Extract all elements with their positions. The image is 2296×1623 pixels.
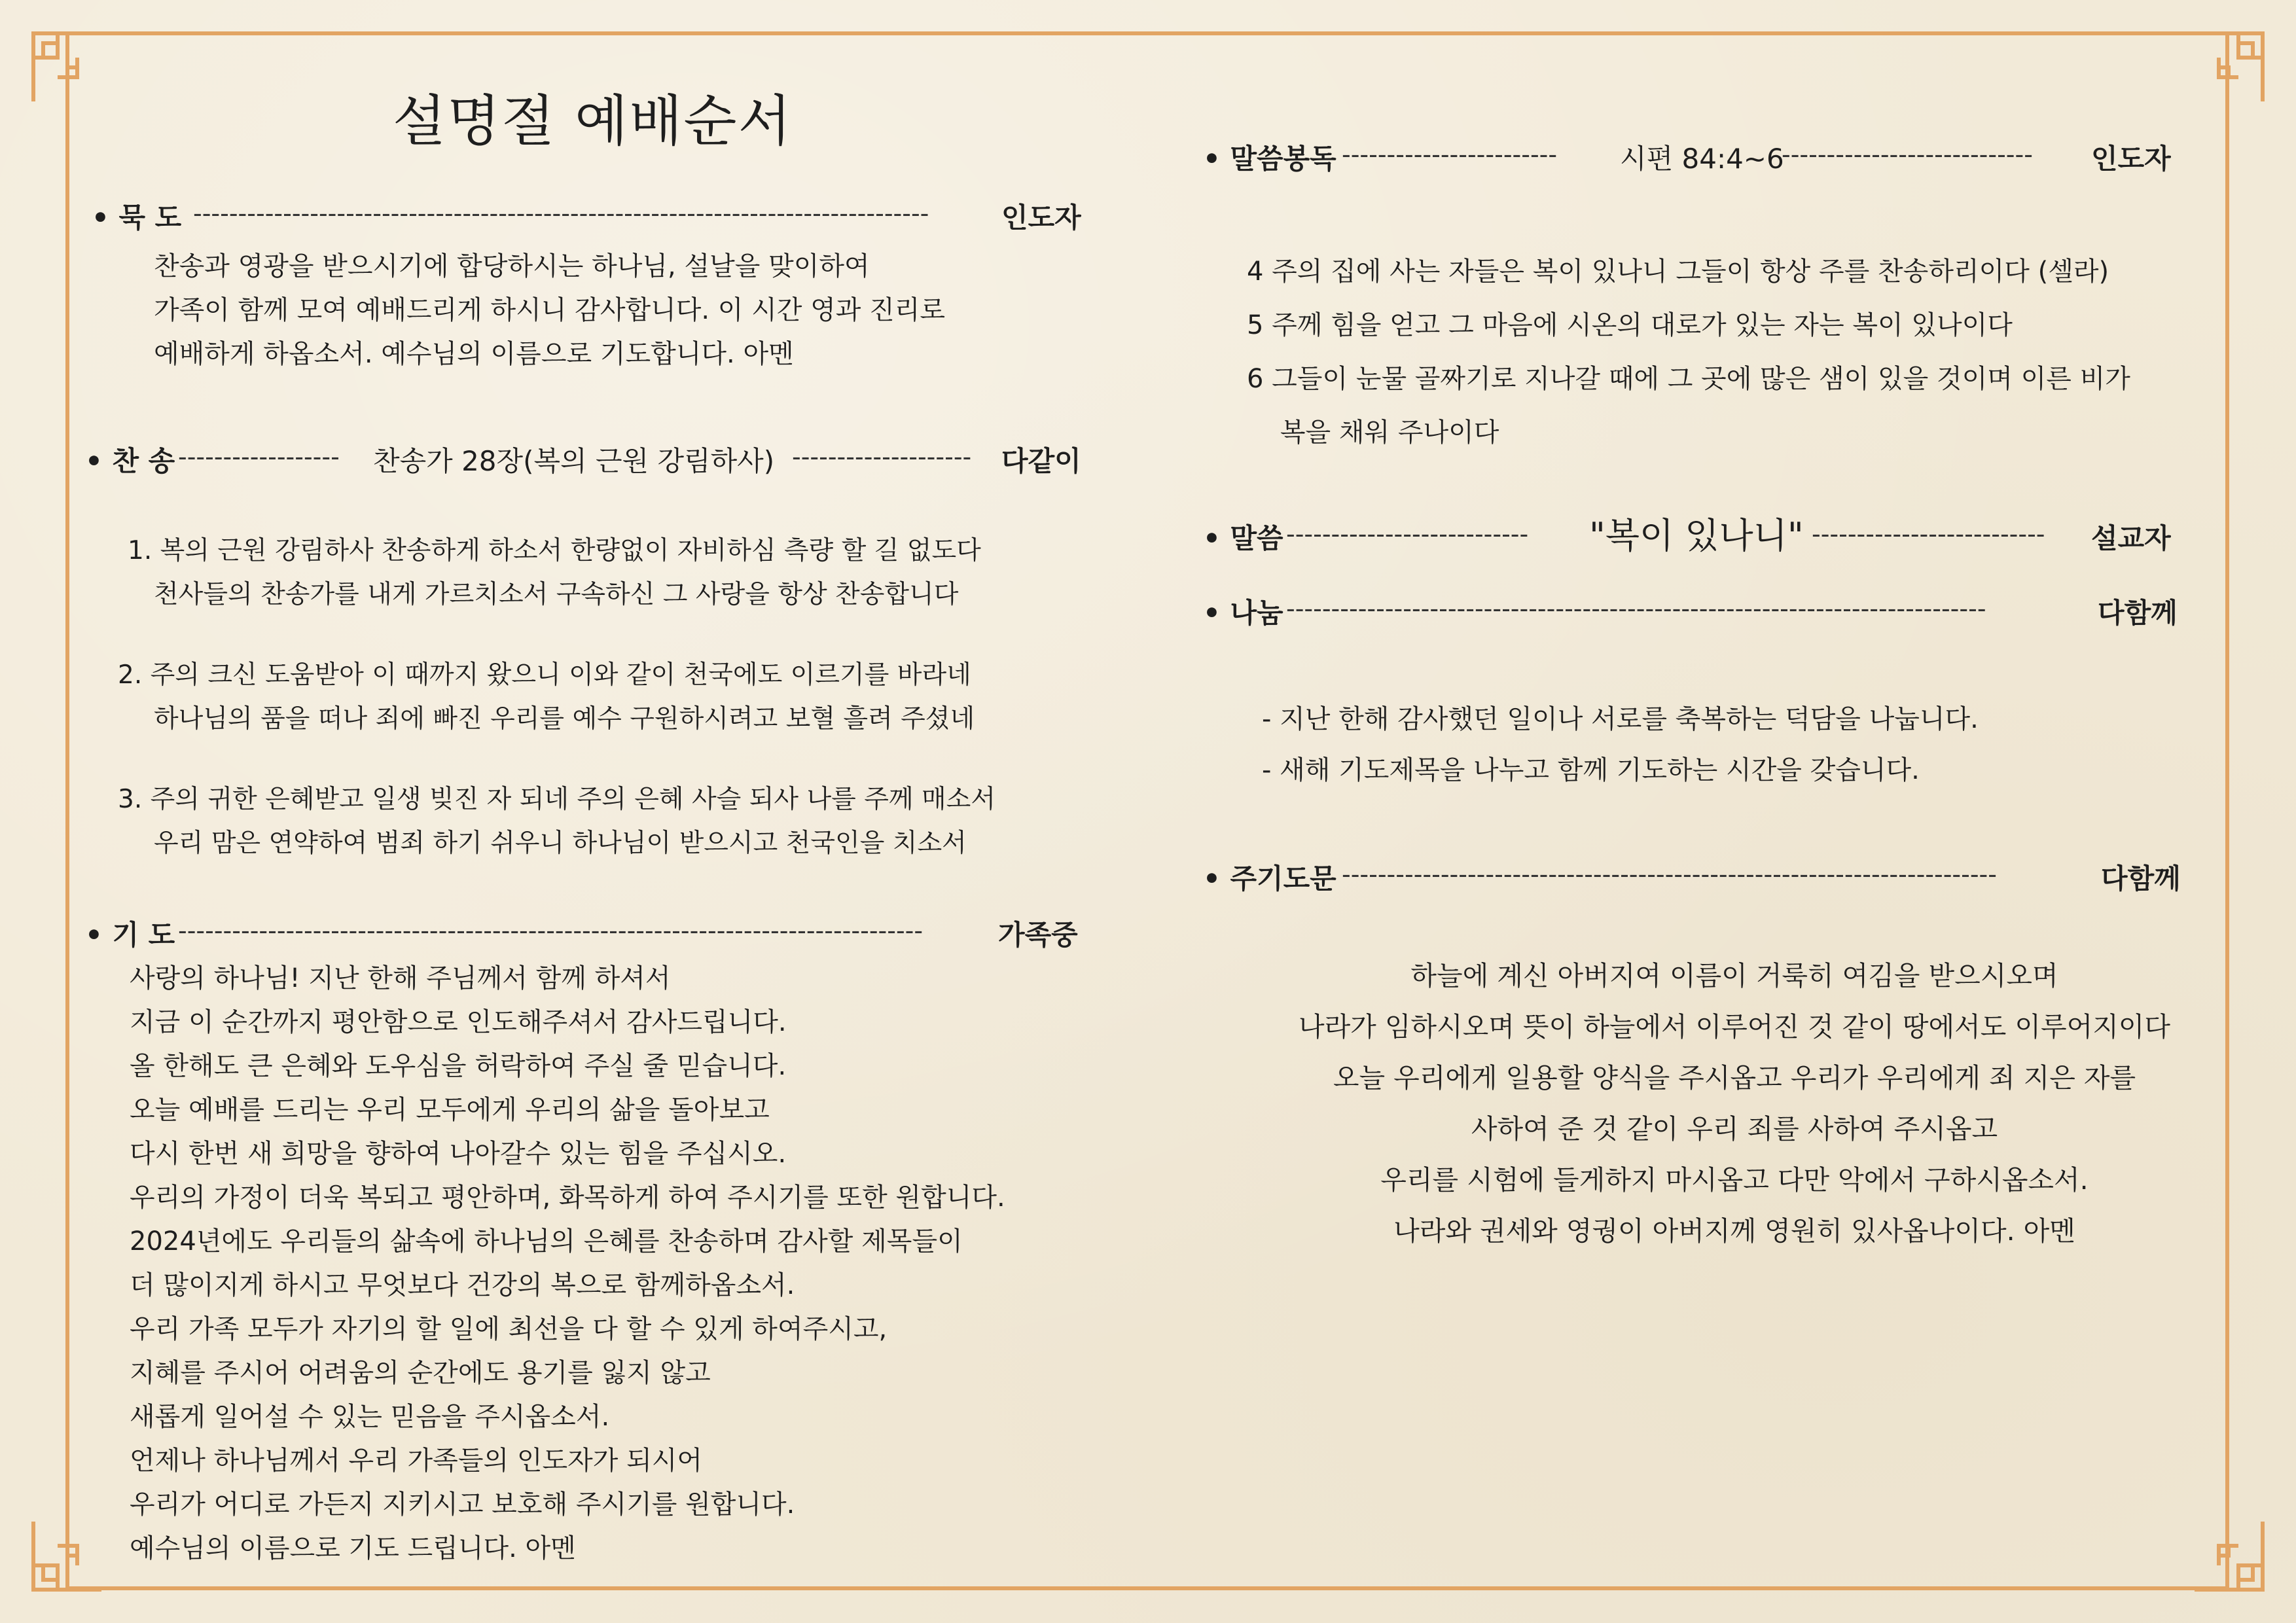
prayer-dashes: ----------------------------------------------------------------------------------- — [178, 916, 924, 945]
prayer-line: 더 많이지게 하시고 무엇보다 건강의 복으로 함께하옵소서. — [130, 1270, 795, 1300]
sermon-dashes-right: -------------------------- — [1812, 520, 2045, 548]
share-label: • 나눔 — [1203, 597, 1283, 629]
hymn-title: 찬송가 28장(복의 근원 강림하사) — [373, 445, 775, 477]
prayer-line: 언제나 하나님께서 우리 가족들의 인도자가 되시어 — [130, 1446, 703, 1476]
hymn-verse-2 — [118, 653, 975, 741]
lords-prayer-role: 다함께 — [2101, 863, 2181, 895]
reading-role: 인도자 — [2091, 143, 2171, 175]
lords-prayer-dashes: ------------------------------------------------------------------------- — [1342, 860, 1997, 889]
reading-verse: 복을 채워 주나이다 — [1247, 418, 1499, 448]
mukdo-label: • 묵 도 — [92, 202, 182, 234]
lords-prayer-line: 우리를 시험에 들게하지 마시옵고 다만 악에서 구하시옵소서. — [1380, 1164, 2089, 1196]
prayer-role: 가족중 — [998, 919, 1078, 951]
lords-prayer-line: 오늘 우리에게 일용할 양식을 주시옵고 우리가 우리에게 죄 지은 자를 — [1333, 1062, 2136, 1094]
hymn-dashes-left: ------------------ — [178, 442, 340, 471]
sermon-label: • 말씀 — [1203, 522, 1283, 554]
prayer-line: 새롭게 일어설 수 있는 믿음을 주시옵소서. — [130, 1402, 610, 1432]
corner-ornament-icon — [2193, 1520, 2265, 1592]
prayer-line: 지혜를 주시어 어려움의 순간에도 용기를 잃지 않고 — [130, 1358, 711, 1388]
reading-passage: 시편 84:4~6 — [1620, 143, 1784, 175]
mukdo-dashes: ---------------------------------------------------------------------------------- — [193, 199, 929, 228]
mukdo-line: 예배하게 하옵소서. 예수님의 이름으로 기도합니다. 아멘 — [154, 339, 794, 369]
lords-prayer-text — [1230, 950, 2238, 1257]
hymn-label: • 찬 송 — [85, 445, 175, 477]
share-text — [1262, 694, 1979, 796]
corner-ornament-icon — [2193, 31, 2265, 103]
mukdo-line: 찬송과 영광을 받으시기에 합당하시는 하나님, 설날을 맞이하여 — [154, 251, 870, 281]
share-role: 다함께 — [2098, 597, 2178, 629]
lords-prayer-label: • 주기도문 — [1203, 863, 1336, 895]
prayer-line: 우리 가족 모두가 자기의 할 일에 최선을 다 할 수 있게 하여주시고, — [130, 1314, 888, 1344]
corner-ornament-icon — [31, 31, 103, 103]
prayer-line: 우리의 가정이 더욱 복되고 평안하며, 화목하게 하여 주시기를 또한 원합니다. — [130, 1183, 1005, 1213]
prayer-line: 올 한해도 큰 은혜와 도우심을 허락하여 주실 줄 믿습니다. — [130, 1051, 787, 1081]
hymn-verse-line: 하나님의 품을 떠나 죄에 빠진 우리를 예수 구원하시려고 보혈 흘려 주셨네 — [154, 704, 975, 734]
lords-prayer-line: 사하여 준 것 같이 우리 죄를 사하여 주시옵고 — [1471, 1113, 1998, 1145]
prayer-line: 다시 한번 새 희망을 향하여 나아갈수 있는 힘을 주십시오. — [130, 1139, 787, 1169]
hymn-verse-3 — [118, 777, 996, 865]
sermon-dashes-left: --------------------------- — [1286, 520, 1529, 548]
hymn-verse-1 — [128, 529, 981, 616]
reading-label: • 말씀봉독 — [1203, 143, 1336, 175]
prayer-text — [130, 957, 1005, 1571]
reading-verse: 4 주의 집에 사는 자들은 복이 있나니 그들이 항상 주를 찬송하리이다 (셀라) — [1247, 257, 2109, 287]
reading-verse: 6 그들이 눈물 골짜기로 지나갈 때에 그 곳에 많은 샘이 있을 것이며 이른 비가 — [1247, 364, 2130, 394]
mukdo-role: 인도자 — [1001, 202, 1081, 234]
share-dashes: ------------------------------------------------------------------------------ — [1286, 594, 1986, 623]
prayer-line: 예수님의 이름으로 기도 드립니다. 아멘 — [130, 1533, 576, 1563]
sermon-role: 설교자 — [2091, 522, 2171, 554]
prayer-line: 지금 이 순간까지 평안함으로 인도해주셔서 감사드립니다. — [130, 1007, 787, 1037]
lords-prayer-line: 나라가 임하시오며 뜻이 하늘에서 이루어진 것 같이 땅에서도 이루어지이다 — [1298, 1011, 2171, 1043]
reading-dashes-left: ------------------------ — [1342, 140, 1558, 169]
hymn-verse-line: 3. 주의 귀한 은혜받고 일생 빚진 자 되네 주의 은혜 사슬 되사 나를 주께 매소서 — [118, 785, 996, 814]
share-line: - 지난 한해 감사했던 일이나 서로를 축복하는 덕담을 나눕니다. — [1262, 704, 1979, 734]
reading-dashes-right: ---------------------------- — [1782, 140, 2033, 169]
share-line: - 새해 기도제목을 나누고 함께 기도하는 시간을 갖습니다. — [1262, 755, 1920, 785]
prayer-label: • 기 도 — [85, 919, 175, 951]
corner-ornament-icon — [31, 1520, 103, 1592]
hymn-verse-line: 1. 복의 근원 강림하사 찬송하게 하소서 한량없이 자비하심 측량 할 길 없도다 — [128, 536, 981, 565]
reading-verse: 5 주께 힘을 얻고 그 마음에 시온의 대로가 있는 자는 복이 있나이다 — [1247, 310, 2013, 340]
prayer-line: 2024년에도 우리들의 삶속에 하나님의 은혜를 찬송하며 감사할 제목들이 — [130, 1226, 963, 1257]
page-title: 설명절 예배순서 — [393, 89, 793, 153]
hymn-verse-line: 천사들의 찬송가를 내게 가르치소서 구속하신 그 사랑을 항상 찬송합니다 — [154, 580, 959, 609]
sermon-title: "복이 있나니" — [1589, 515, 1804, 556]
mukdo-text — [154, 245, 945, 376]
mukdo-line: 가족이 함께 모여 예배드리게 하시니 감사합니다. 이 시간 영과 진리로 — [154, 295, 946, 325]
prayer-line: 우리가 어디로 가든지 지키시고 보호해 주시기를 원합니다. — [130, 1489, 795, 1520]
hymn-verse-line: 우리 맘은 연약하여 범죄 하기 쉬우니 하나님이 받으시고 천국인을 치소서 — [154, 829, 967, 858]
reading-text — [1247, 245, 2130, 459]
hymn-role: 다같이 — [1001, 445, 1081, 477]
lords-prayer-line: 나라와 권세와 영궝이 아버지께 영원히 있사옵나이다. 아멘 — [1393, 1215, 2075, 1247]
hymn-dashes-right: -------------------- — [792, 442, 972, 471]
lords-prayer-line: 하늘에 계신 아버지여 이름이 거룩히 여김을 받으시오며 — [1410, 960, 2058, 991]
hymn-verse-line: 2. 주의 크신 도움받아 이 때까지 왔으니 이와 같이 천국에도 이르기를 바라네 — [118, 660, 971, 690]
prayer-line: 오늘 예배를 드리는 우리 모두에게 우리의 삶을 돌아보고 — [130, 1095, 770, 1125]
prayer-line: 사랑의 하나님! 지난 한해 주님께서 함께 하셔서 — [130, 963, 671, 993]
